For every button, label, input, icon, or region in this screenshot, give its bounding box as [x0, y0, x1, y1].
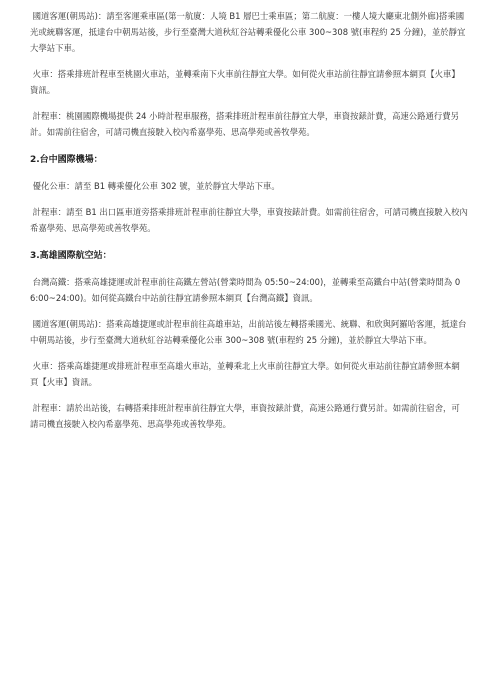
paragraph-taoyuan-taxi: 計程車：桃園國際機場提供 24 小時計程車服務，搭乘排班計程車前往靜宜大學，車資按錶計費，高速公路通行費另計。如需前往宿舍，可請司機直接駛入校內希嘉學苑、思高學苑或善牧學苑。: [30, 111, 460, 137]
paragraph-kaohsiung-bus: 國道客運(朝馬站)：搭乘高雄捷運或計程車前往高雄車站，出前站後左轉搭乘國光、統聯、和欣與阿羅哈客運，抵達台中朝馬站後，步行至臺灣大道秋紅谷站轉乘優化公車 300~308 號(車程約 25 分鐘)，並於靜宜大學站下車。: [30, 319, 467, 345]
paragraph-taoyuan-bus: 國道客運(朝馬站)：請至客運乘車區(第一航廈：人境 B1 層巴士乘車區；第二航廈：一樓人境大廳東北側外廊)搭乘國光或統聯客運，抵達台中朝馬站後，步行至臺灣大道秋紅谷站轉乘優化公車 300~308 號(車程約 25 分鐘)，並於靜宜大學站下車。: [30, 11, 466, 53]
document-body: [30, 8, 468, 442]
paragraph-kaohsiung-hsr: 台灣高鐵：搭乘高雄捷運或計程車前往高鐵左營站(營業時間為 05:50~24:00)，並轉乘至高鐵台中站(營業時間為 06:00~24:00)。如何從高鐵台中站前往靜宜請參照本網頁【台灣高鐵】資訊。: [30, 277, 461, 303]
paragraph-kaohsiung-taxi: 計程車：請於出站後，右轉搭乘排班計程車前往靜宜大學，車資按錶計費，高速公路通行費另計。如需前往宿舍，可請司機直接駛入校內希嘉學苑、思高學苑或善牧學苑。: [30, 403, 460, 429]
paragraph-taichung-bus: 優化公車：請至 B1 轉乘優化公車 302 號，並於靜宜大學站下車。: [30, 181, 280, 191]
paragraph-kaohsiung-train: 火車：搭乘高雄捷運或排班計程車至高雄火車站，並轉乘北上火車前往靜宜大學。如何從火車站前往靜宜請參照本網頁【火車】資訊。: [30, 361, 460, 387]
section-heading-kaohsiung: 3.高雄國際航空站：: [30, 251, 112, 261]
paragraph-taichung-taxi: 計程車：請至 B1 出口區車道旁搭乘排班計程車前往靜宜大學，車資按錶計費。如需前往宿舍，可請司機直接駛入校內希嘉學苑、思高學苑或善牧學苑。: [30, 207, 468, 233]
paragraph-taoyuan-train: 火車：搭乘排班計程車至桃園火車站，並轉乘南下火車前往靜宜大學。如何從火車站前往靜宜請參照本網頁【火車】資訊。: [30, 69, 460, 95]
section-heading-taichung: 2.台中國際機場：: [30, 155, 103, 165]
